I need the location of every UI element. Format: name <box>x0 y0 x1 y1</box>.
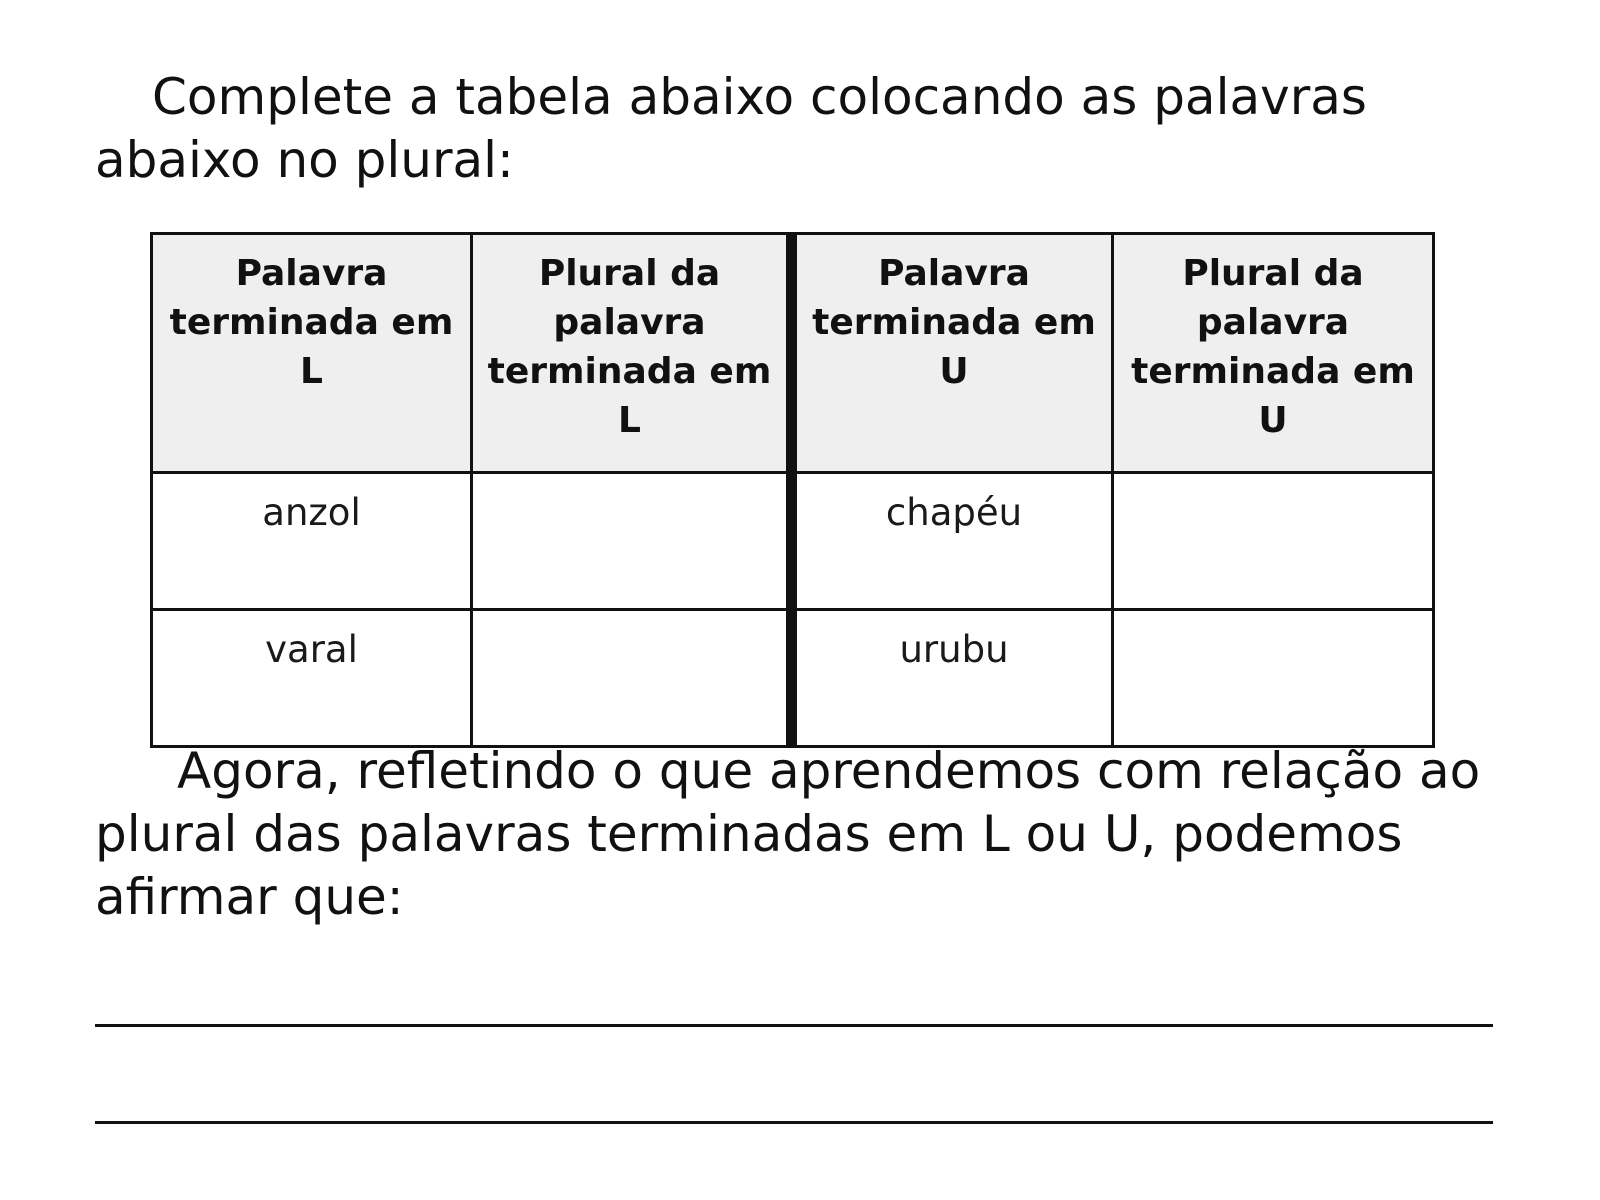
table-row <box>152 610 1434 747</box>
table-row <box>152 473 1434 610</box>
word-cell-l: anzol <box>152 473 472 610</box>
word-cell-u: chapéu <box>792 473 1113 610</box>
word-cell-l: varal <box>152 610 472 747</box>
header-word-ending-l: Palavra terminada em L <box>152 234 472 473</box>
answer-cell-plural-u[interactable] <box>1113 473 1434 610</box>
instructions-line-1: Complete a tabela abaixo colocando as palavras <box>152 68 1367 126</box>
reflection-line-2: plural das palavras terminadas em L ou U, podemos <box>95 805 1403 863</box>
header-word-ending-u: Palavra terminada em U <box>792 234 1113 473</box>
reflection-paragraph <box>95 740 1515 929</box>
header-plural-ending-u: Plural da palavra terminada em U <box>1113 234 1434 473</box>
answer-cell-plural-u[interactable] <box>1113 610 1434 747</box>
instructions-paragraph <box>95 66 1495 192</box>
plural-table <box>150 232 1435 748</box>
answer-line[interactable] <box>95 1024 1493 1027</box>
answer-cell-plural-l[interactable] <box>472 610 792 747</box>
header-plural-ending-l: Plural da palavra terminada em L <box>472 234 792 473</box>
reflection-line-1: Agora, refletindo o que aprendemos com relação ao <box>177 742 1481 800</box>
word-cell-u: urubu <box>792 610 1113 747</box>
table-header-row <box>152 234 1434 473</box>
instructions-line-2: abaixo no plural: <box>95 131 514 189</box>
answer-cell-plural-l[interactable] <box>472 473 792 610</box>
answer-line[interactable] <box>95 1121 1493 1124</box>
reflection-line-3: afirmar que: <box>95 868 404 926</box>
